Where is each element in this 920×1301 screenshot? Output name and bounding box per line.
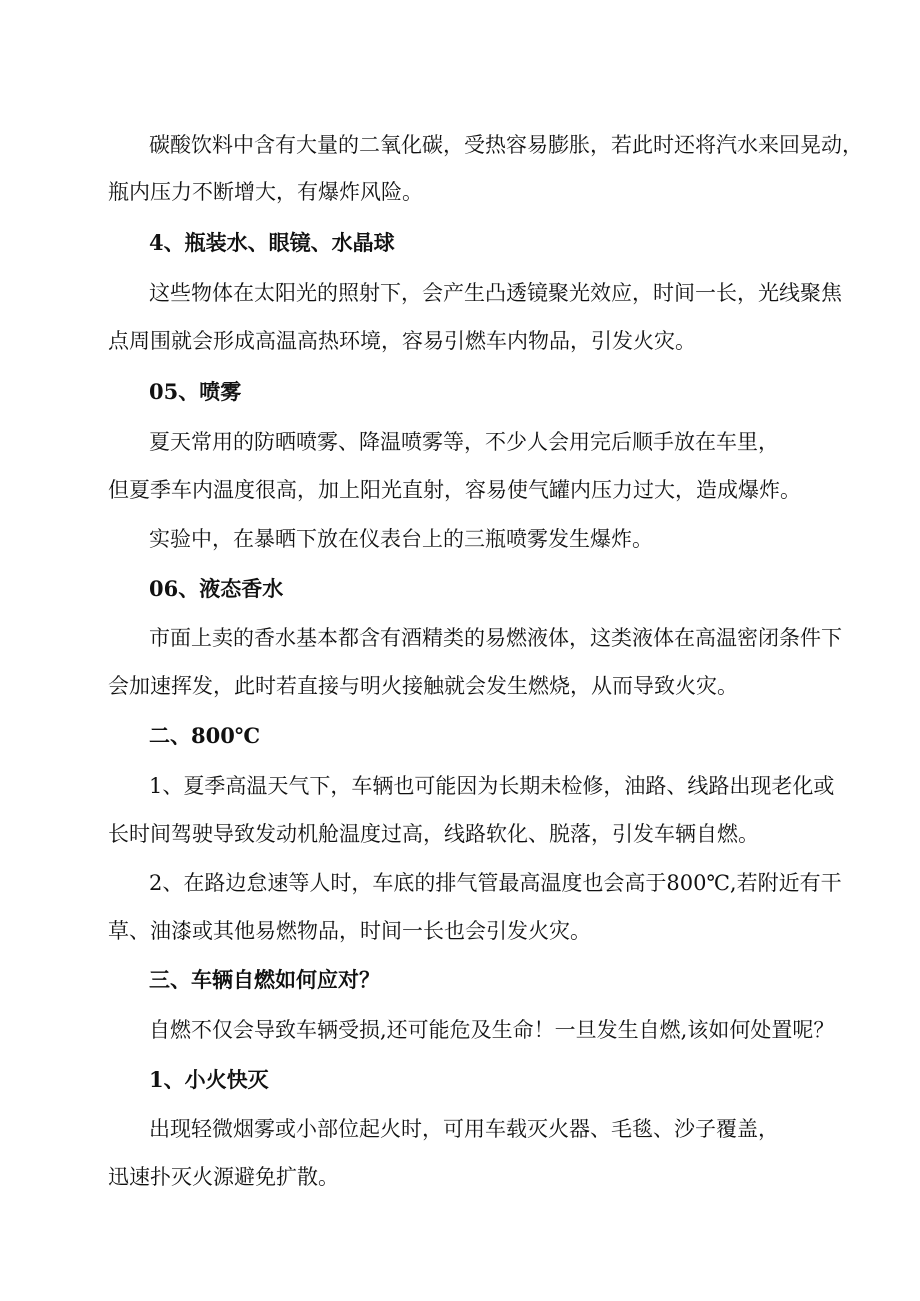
paragraph-line: 但夏季车内温度很高，加上阳光直射，容易使气罐内压力过大，造成爆炸。 [108,478,801,502]
paragraph-line: 长时间驾驶导致发动机舱温度过高，线路软化、脱落，引发车辆自燃。 [108,822,759,846]
paragraph-line: 2、在路边怠速等人时，车底的排气管最高温度也会高于800℃,若附近有干 [149,871,842,895]
paragraph-line: 自燃不仅会导致车辆受损,还可能危及生命！一旦发生自燃,该如何处置呢？ [149,1018,835,1042]
paragraph-line: 这些物体在太阳光的照射下，会产生凸透镜聚光效应，时间一长，光线聚焦 [149,281,842,305]
section-heading: 三、车辆自燃如何应对？ [149,967,380,992]
paragraph-line: 1、夏季高温天气下，车辆也可能因为长期未检修，油路、线路出现老化或 [149,774,835,798]
paragraph-line: 夏天常用的防晒喷雾、降温喷雾等，不少人会用完后顺手放在车里， [149,430,779,454]
paragraph-line: 点周围就会形成高温高热环境，容易引燃车内物品，引发火灾。 [108,329,696,353]
section-heading: 二、800℃ [149,723,260,748]
paragraph-line: 草、油漆或其他易燃物品，时间一长也会引发火灾。 [108,919,591,943]
paragraph-line: 出现轻微烟雾或小部位起火时，可用车载灭火器、毛毯、沙子覆盖， [149,1117,779,1141]
paragraph-line: 市面上卖的香水基本都含有酒精类的易燃液体，这类液体在高温密闭条件下 [149,626,842,650]
section-heading: 06、液态香水 [149,576,284,601]
paragraph-line: 会加速挥发，此时若直接与明火接触就会发生燃烧，从而导致火灾。 [108,674,738,698]
paragraph-line: 实验中，在暴晒下放在仪表台上的三瓶喷雾发生爆炸。 [149,527,653,551]
paragraph-line: 瓶内压力不断增大，有爆炸风险。 [108,180,423,204]
section-heading: 4、瓶装水、眼镜、水晶球 [149,230,395,255]
section-heading: 05、喷雾 [149,379,242,404]
paragraph-line: 碳酸饮料中含有大量的二氧化碳，受热容易膨胀，若此时还将汽水来回晃动， [149,133,863,157]
paragraph-line: 迅速扑灭火源避免扩散。 [108,1165,339,1189]
section-heading: 1、小火快灭 [149,1067,269,1092]
